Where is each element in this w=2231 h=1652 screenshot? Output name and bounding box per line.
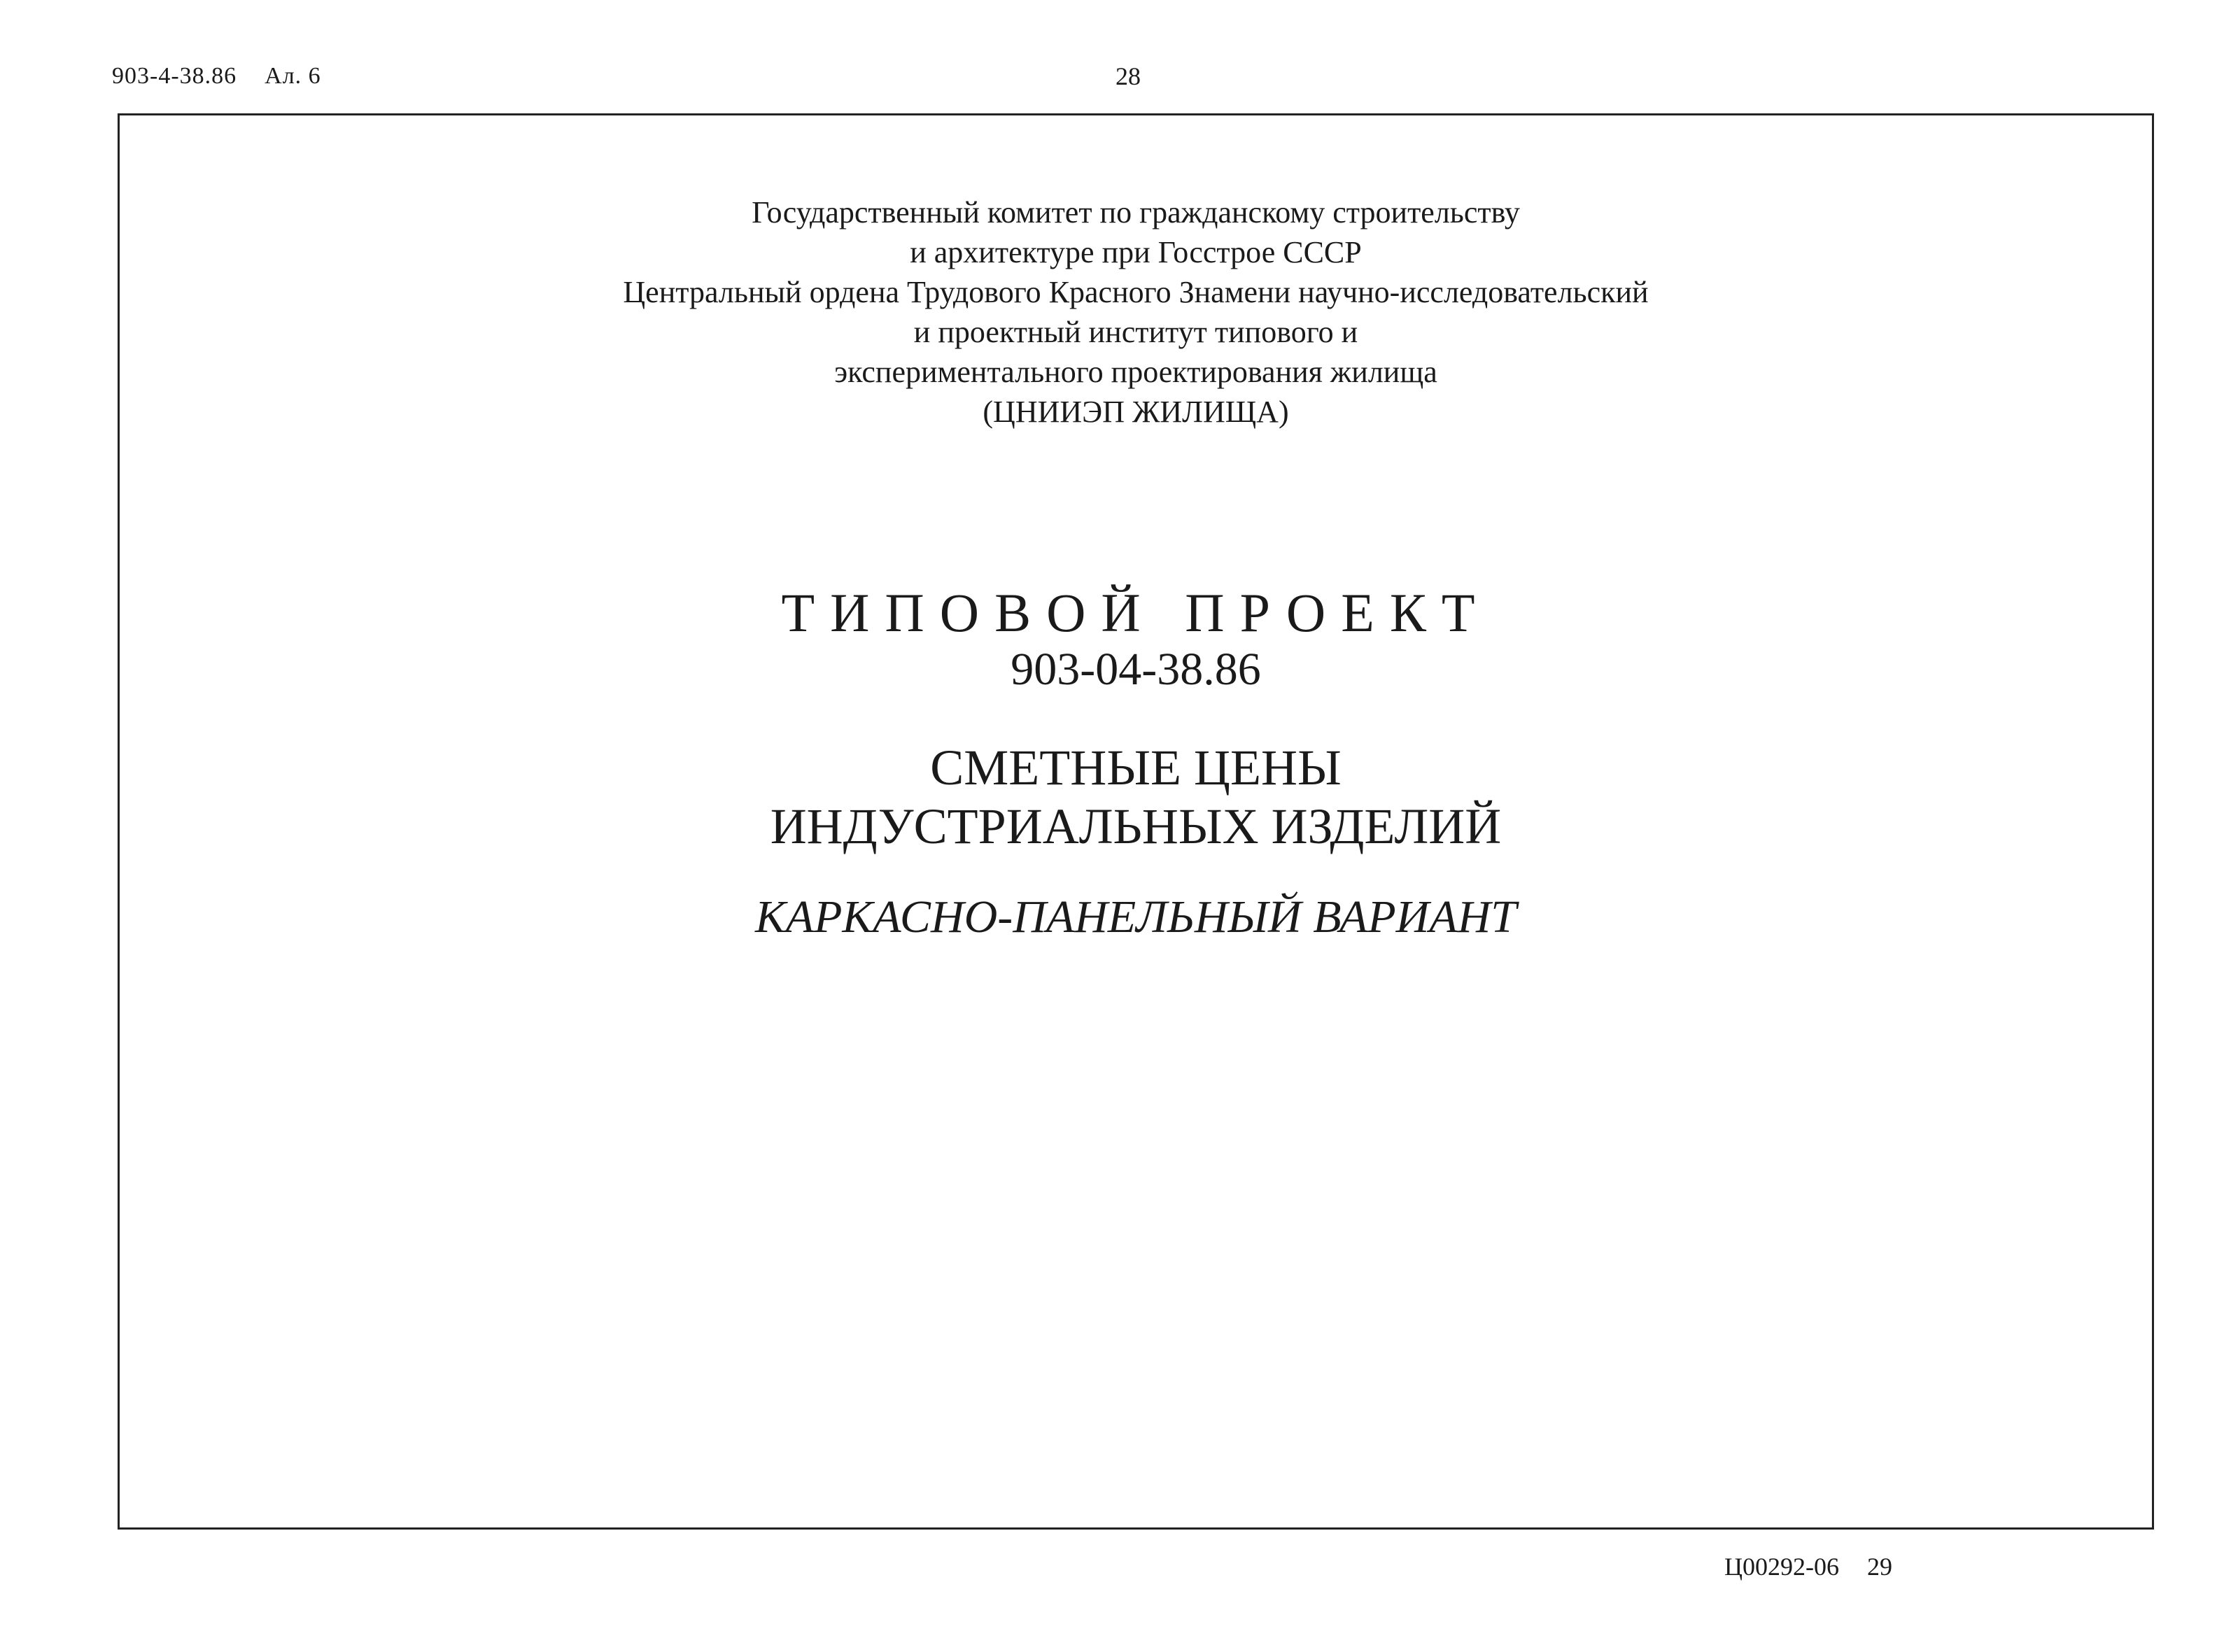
- org-line: (ЦНИИЭП ЖИЛИЩА): [983, 395, 1289, 429]
- org-line: и проектный институт типового и: [913, 315, 1358, 349]
- document-type-heading: ТИПОВОЙ ПРОЕКТ: [781, 582, 1491, 643]
- sheet-number: 29: [1867, 1553, 1892, 1581]
- document-title: [120, 738, 2152, 856]
- archive-code: Ц00292-06: [1724, 1553, 1839, 1581]
- org-line: экспериментального проектирования жилища: [834, 355, 1437, 389]
- page-header-doc-info: [112, 63, 321, 90]
- doc-code: 903-4-38.86: [112, 63, 237, 89]
- org-line: и архитектуре при Госстрое СССР: [910, 235, 1362, 269]
- page-number: 28: [1116, 62, 1141, 90]
- document-title-line: ИНДУСТРИАЛЬНЫХ ИЗДЕЛИЙ: [770, 798, 1502, 854]
- document-number: 903-04-38.86: [1011, 644, 1261, 695]
- page-footer: [1724, 1552, 1892, 1581]
- document-title-line: СМЕТНЫЕ ЦЕНЫ: [930, 740, 1342, 796]
- org-line: Центральный ордена Трудового Красного Знамени научно-исследовательский: [623, 275, 1649, 309]
- title-sheet-frame: [118, 113, 2154, 1530]
- album-number: Ал. 6: [265, 63, 321, 89]
- organization-block: [120, 192, 2152, 432]
- org-line: Государственный комитет по гражданскому строительству: [752, 195, 1520, 230]
- document-variant: КАРКАСНО-ПАНЕЛЬНЫЙ ВАРИАНТ: [754, 891, 1517, 943]
